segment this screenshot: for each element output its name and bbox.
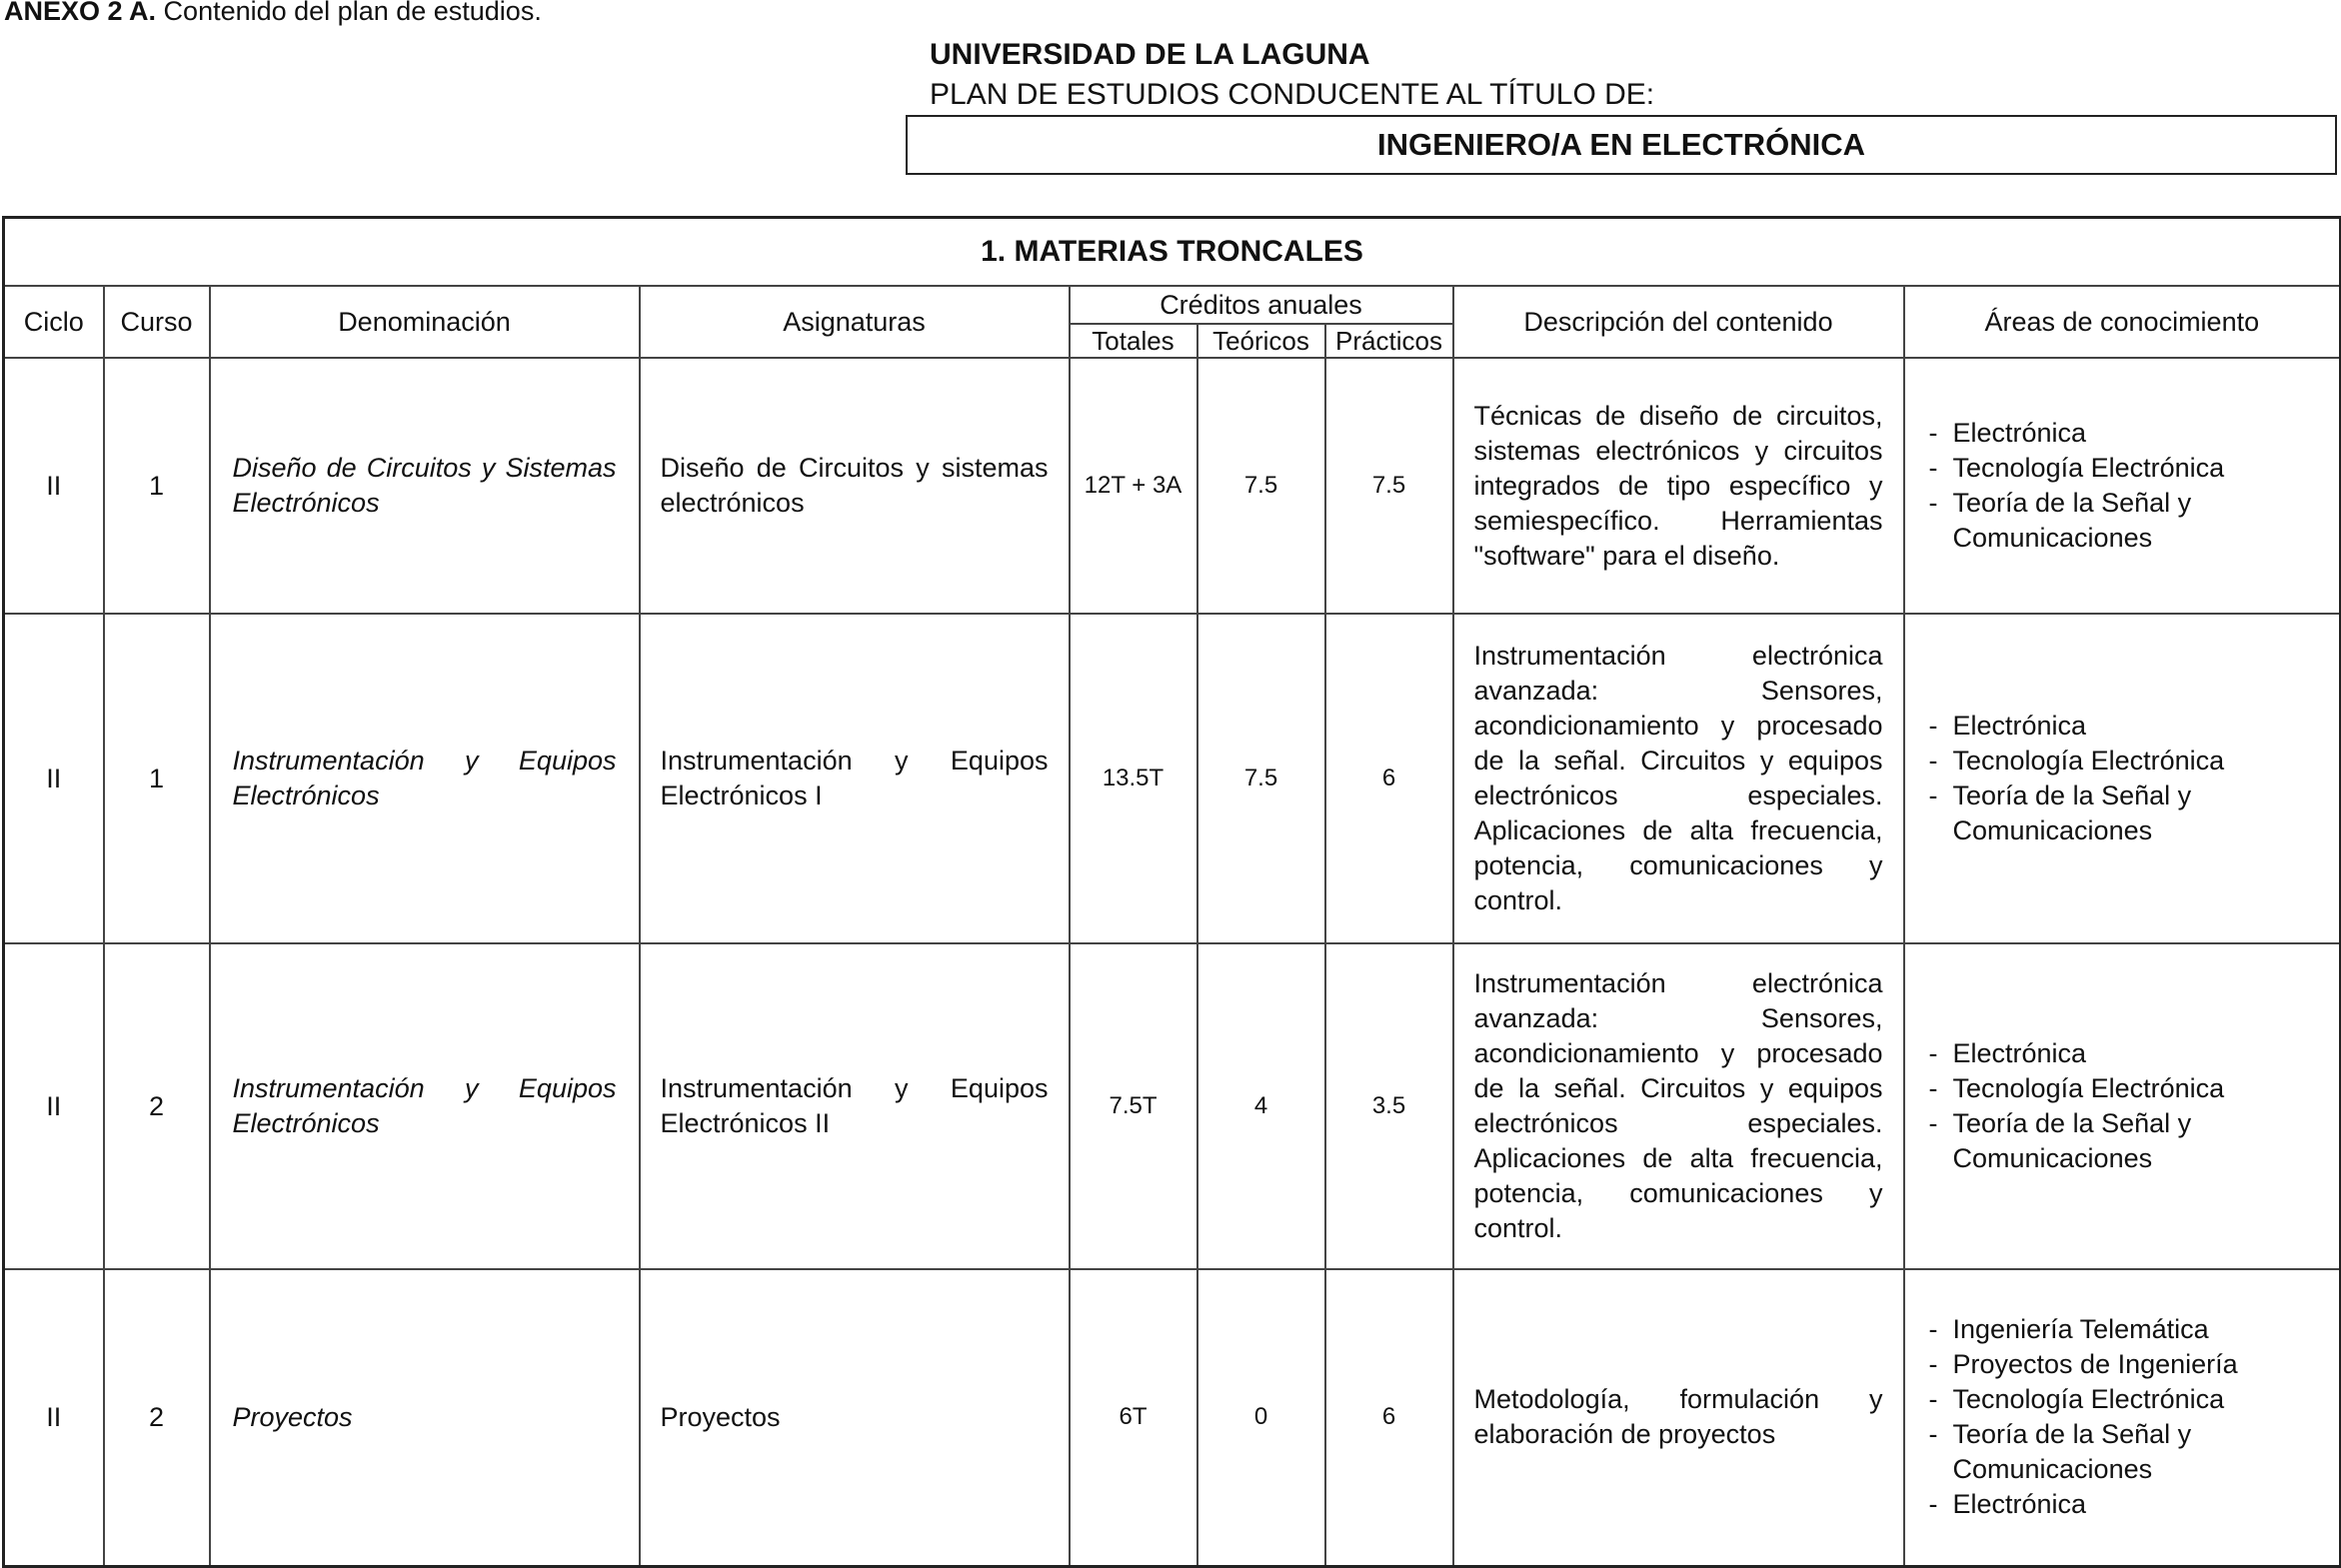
header-areas: Áreas de conocimiento <box>1904 286 2341 358</box>
cell-ciclo: II <box>4 943 104 1269</box>
cell-practicos: 6 <box>1325 614 1453 943</box>
cell-practicos: 3.5 <box>1325 943 1453 1269</box>
cell-totales: 13.5T <box>1070 614 1197 943</box>
section-title: 1. MATERIAS TRONCALES <box>4 218 2341 287</box>
table-row <box>4 1269 2341 1566</box>
area-item: - Tecnología Electrónica <box>1929 744 2320 779</box>
header-denominacion: Denominación <box>210 286 640 358</box>
annex-label: ANEXO 2 A. <box>4 0 157 26</box>
cell-ciclo: II <box>4 358 104 614</box>
cell-descripcion: Técnicas de diseño de circuitos, sistemas electrónicos y circuitos integrados de tipo específico y semiespecífico. Herramientas "software" para el diseño. <box>1453 358 1904 614</box>
area-item: - Electrónica <box>1929 416 2320 451</box>
cell-teoricos: 7.5 <box>1197 358 1325 614</box>
cell-denominacion: Instrumentación y Equipos Electrónicos <box>210 943 640 1269</box>
header-practicos: Prácticos <box>1325 324 1453 358</box>
header-teoricos: Teóricos <box>1197 324 1325 358</box>
cell-areas <box>1904 358 2341 614</box>
areas-list <box>1905 709 2340 848</box>
area-item: - Teoría de la Señal y Comunicaciones <box>1929 1417 2320 1487</box>
area-item: - Tecnología Electrónica <box>1929 1382 2320 1417</box>
cell-teoricos: 7.5 <box>1197 614 1325 943</box>
table-row <box>4 943 2341 1269</box>
cell-denominacion: Instrumentación y Equipos Electrónicos <box>210 614 640 943</box>
areas-list <box>1905 1312 2340 1522</box>
cell-areas <box>1904 1269 2341 1566</box>
table-row <box>4 614 2341 943</box>
cell-asignatura: Proyectos <box>640 1269 1070 1566</box>
area-item: - Ingeniería Telemática <box>1929 1312 2320 1347</box>
areas-list <box>1905 416 2340 556</box>
annex-text: Contenido del plan de estudios. <box>156 0 542 26</box>
cell-descripcion: Instrumentación electrónica avanzada: Sensores, acondicionamiento y procesado de la señal. Circuitos y equipos electrónicos especiales. Aplicaciones de alta frecuencia, potencia, comunicaciones y control. <box>1453 614 1904 943</box>
cell-totales: 12T + 3A <box>1070 358 1197 614</box>
area-item: - Electrónica <box>1929 1487 2320 1522</box>
cell-teoricos: 0 <box>1197 1269 1325 1566</box>
cell-denominacion: Proyectos <box>210 1269 640 1566</box>
cell-totales: 7.5T <box>1070 943 1197 1269</box>
header-creditos: Créditos anuales <box>1070 286 1453 324</box>
areas-list <box>1905 1036 2340 1176</box>
cell-asignatura: Instrumentación y Equipos Electrónicos II <box>640 943 1070 1269</box>
header-ciclo: Ciclo <box>4 286 104 358</box>
cell-curso: 2 <box>104 943 210 1269</box>
cell-curso: 1 <box>104 358 210 614</box>
area-item: - Teoría de la Señal y Comunicaciones <box>1929 486 2320 556</box>
cell-curso: 2 <box>104 1269 210 1566</box>
cell-teoricos: 4 <box>1197 943 1325 1269</box>
header-totales: Totales <box>1070 324 1197 358</box>
cell-ciclo: II <box>4 1269 104 1566</box>
table-row <box>4 358 2341 614</box>
cell-totales: 6T <box>1070 1269 1197 1566</box>
cell-curso: 1 <box>104 614 210 943</box>
header-asignaturas: Asignaturas <box>640 286 1070 358</box>
cell-practicos: 7.5 <box>1325 358 1453 614</box>
degree-title: INGENIERO/A EN ELECTRÓNICA <box>906 115 2337 175</box>
cell-areas <box>1904 614 2341 943</box>
cell-denominacion: Diseño de Circuitos y Sistemas Electrónicos <box>210 358 640 614</box>
cell-asignatura: Instrumentación y Equipos Electrónicos I <box>640 614 1070 943</box>
plan-title: PLAN DE ESTUDIOS CONDUCENTE AL TÍTULO DE: <box>930 78 1655 111</box>
area-item: - Tecnología Electrónica <box>1929 1071 2320 1106</box>
university-name: UNIVERSIDAD DE LA LAGUNA <box>930 38 1370 71</box>
curriculum-table <box>2 216 2341 1568</box>
cell-ciclo: II <box>4 614 104 943</box>
area-item: - Electrónica <box>1929 709 2320 744</box>
area-item: - Electrónica <box>1929 1036 2320 1071</box>
cell-practicos: 6 <box>1325 1269 1453 1566</box>
annex-heading <box>4 0 542 27</box>
area-item: - Teoría de la Señal y Comunicaciones <box>1929 1106 2320 1176</box>
area-item: - Proyectos de Ingeniería <box>1929 1347 2320 1382</box>
cell-areas <box>1904 943 2341 1269</box>
header-curso: Curso <box>104 286 210 358</box>
cell-asignatura: Diseño de Circuitos y sistemas electrónicos <box>640 358 1070 614</box>
header-descripcion: Descripción del contenido <box>1453 286 1904 358</box>
area-item: - Tecnología Electrónica <box>1929 451 2320 486</box>
cell-descripcion: Metodología, formulación y elaboración de proyectos <box>1453 1269 1904 1566</box>
area-item: - Teoría de la Señal y Comunicaciones <box>1929 779 2320 848</box>
cell-descripcion: Instrumentación electrónica avanzada: Sensores, acondicionamiento y procesado de la señal. Circuitos y equipos electrónicos especiales. Aplicaciones de alta frecuencia, potencia, comunicaciones y control. <box>1453 943 1904 1269</box>
